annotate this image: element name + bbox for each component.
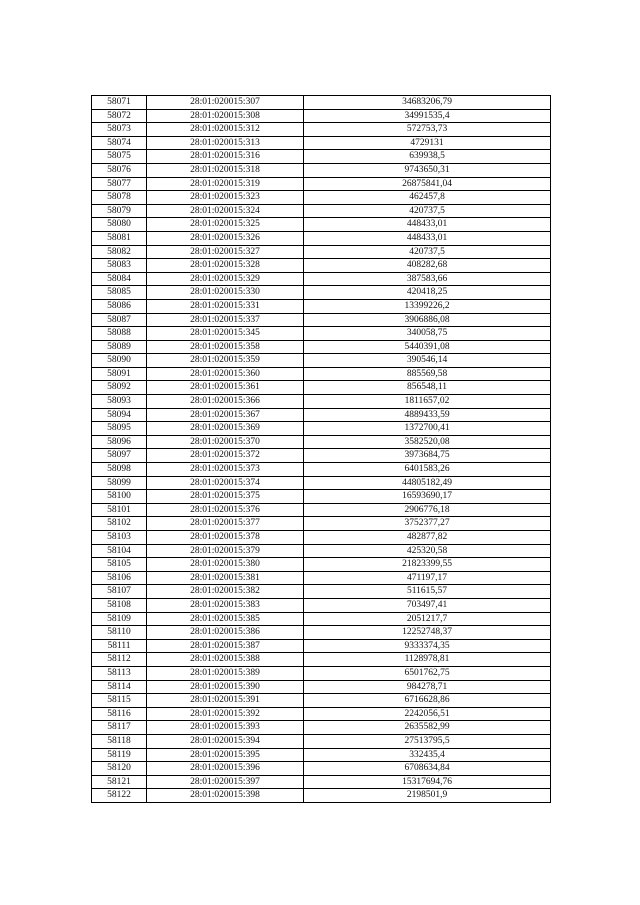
cadastral-number-cell: 28:01:020015:308 <box>147 109 304 123</box>
cadastral-number-cell: 28:01:020015:372 <box>147 449 304 463</box>
cadastral-value-cell: 9333374,35 <box>304 639 551 653</box>
cadastral-value-cell: 12252748,37 <box>304 626 551 640</box>
cadastral-number-cell: 28:01:020015:345 <box>147 327 304 341</box>
row-number-cell: 58079 <box>92 204 147 218</box>
cadastral-value-cell: 332435,4 <box>304 748 551 762</box>
cadastral-value-cell: 3752377,27 <box>304 517 551 531</box>
cadastral-value-cell: 4889433,59 <box>304 408 551 422</box>
cadastral-value-cell: 856548,11 <box>304 381 551 395</box>
table-row <box>92 422 551 436</box>
cadastral-number-cell: 28:01:020015:316 <box>147 150 304 164</box>
row-number-cell: 58089 <box>92 340 147 354</box>
row-number-cell: 58115 <box>92 694 147 708</box>
table-row <box>92 734 551 748</box>
row-number-cell: 58096 <box>92 435 147 449</box>
cadastral-number-cell: 28:01:020015:383 <box>147 598 304 612</box>
cadastral-number-cell: 28:01:020015:337 <box>147 313 304 327</box>
cadastral-value-cell: 984278,71 <box>304 680 551 694</box>
row-number-cell: 58073 <box>92 123 147 137</box>
cadastral-number-cell: 28:01:020015:360 <box>147 367 304 381</box>
table-row <box>92 585 551 599</box>
table-row <box>92 109 551 123</box>
table-row <box>92 666 551 680</box>
cadastral-value-cell: 44805182,49 <box>304 476 551 490</box>
row-number-cell: 58080 <box>92 218 147 232</box>
cadastral-value-cell: 340058,75 <box>304 327 551 341</box>
table-row <box>92 367 551 381</box>
cadastral-number-cell: 28:01:020015:398 <box>147 789 304 803</box>
cadastral-value-cell: 448433,01 <box>304 218 551 232</box>
table-row <box>92 531 551 545</box>
table-row <box>92 204 551 218</box>
row-number-cell: 58085 <box>92 286 147 300</box>
cadastral-number-cell: 28:01:020015:319 <box>147 177 304 191</box>
cadastral-value-cell: 408282,68 <box>304 259 551 273</box>
table-row <box>92 408 551 422</box>
table-row <box>92 218 551 232</box>
cadastral-number-cell: 28:01:020015:389 <box>147 666 304 680</box>
row-number-cell: 58088 <box>92 327 147 341</box>
cadastral-value-cell: 6501762,75 <box>304 666 551 680</box>
cadastral-number-cell: 28:01:020015:373 <box>147 463 304 477</box>
table-row <box>92 571 551 585</box>
cadastral-value-cell: 21823399,55 <box>304 558 551 572</box>
cadastral-number-cell: 28:01:020015:369 <box>147 422 304 436</box>
row-number-cell: 58095 <box>92 422 147 436</box>
table-row <box>92 762 551 776</box>
cadastral-number-cell: 28:01:020015:378 <box>147 531 304 545</box>
table-row <box>92 299 551 313</box>
cadastral-value-cell: 448433,01 <box>304 231 551 245</box>
row-number-cell: 58104 <box>92 544 147 558</box>
cadastral-number-cell: 28:01:020015:313 <box>147 136 304 150</box>
cadastral-value-cell: 420418,25 <box>304 286 551 300</box>
cadastral-number-cell: 28:01:020015:358 <box>147 340 304 354</box>
cadastral-value-cell: 2906776,18 <box>304 503 551 517</box>
row-number-cell: 58092 <box>92 381 147 395</box>
cadastral-number-cell: 28:01:020015:388 <box>147 653 304 667</box>
table-row <box>92 789 551 803</box>
cadastral-number-cell: 28:01:020015:328 <box>147 259 304 273</box>
cadastral-number-cell: 28:01:020015:376 <box>147 503 304 517</box>
row-number-cell: 58108 <box>92 598 147 612</box>
row-number-cell: 58101 <box>92 503 147 517</box>
table-row <box>92 598 551 612</box>
cadastral-value-cell: 2198501,9 <box>304 789 551 803</box>
table-row <box>92 490 551 504</box>
cadastral-value-cell: 34683206,79 <box>304 96 551 110</box>
row-number-cell: 58111 <box>92 639 147 653</box>
cadastral-number-cell: 28:01:020015:391 <box>147 694 304 708</box>
row-number-cell: 58097 <box>92 449 147 463</box>
cadastral-number-cell: 28:01:020015:379 <box>147 544 304 558</box>
row-number-cell: 58098 <box>92 463 147 477</box>
cadastral-value-cell: 511615,57 <box>304 585 551 599</box>
table-row <box>92 626 551 640</box>
cadastral-number-cell: 28:01:020015:385 <box>147 612 304 626</box>
table-row <box>92 272 551 286</box>
cadastral-value-cell: 15317694,76 <box>304 775 551 789</box>
row-number-cell: 58109 <box>92 612 147 626</box>
row-number-cell: 58105 <box>92 558 147 572</box>
row-number-cell: 58086 <box>92 299 147 313</box>
table-row <box>92 395 551 409</box>
row-number-cell: 58071 <box>92 96 147 110</box>
row-number-cell: 58081 <box>92 231 147 245</box>
row-number-cell: 58102 <box>92 517 147 531</box>
cadastral-value-cell: 26875841,04 <box>304 177 551 191</box>
table-row <box>92 163 551 177</box>
table-row <box>92 653 551 667</box>
cadastral-number-cell: 28:01:020015:390 <box>147 680 304 694</box>
cadastral-number-cell: 28:01:020015:374 <box>147 476 304 490</box>
table-row <box>92 680 551 694</box>
row-number-cell: 58117 <box>92 721 147 735</box>
cadastral-number-cell: 28:01:020015:395 <box>147 748 304 762</box>
cadastral-number-cell: 28:01:020015:325 <box>147 218 304 232</box>
cadastral-value-cell: 462457,8 <box>304 191 551 205</box>
row-number-cell: 58100 <box>92 490 147 504</box>
cadastral-value-cell: 387583,66 <box>304 272 551 286</box>
cadastral-number-cell: 28:01:020015:397 <box>147 775 304 789</box>
cadastral-number-cell: 28:01:020015:331 <box>147 299 304 313</box>
row-number-cell: 58120 <box>92 762 147 776</box>
row-number-cell: 58076 <box>92 163 147 177</box>
cadastral-number-cell: 28:01:020015:396 <box>147 762 304 776</box>
cadastral-value-cell: 13399226,2 <box>304 299 551 313</box>
table-row <box>92 245 551 259</box>
cadastral-value-cell: 3973684,75 <box>304 449 551 463</box>
cadastral-value-cell: 482877,82 <box>304 531 551 545</box>
row-number-cell: 58077 <box>92 177 147 191</box>
table-row <box>92 177 551 191</box>
table-row <box>92 340 551 354</box>
cadastral-value-cell: 2051217,7 <box>304 612 551 626</box>
table-row <box>92 775 551 789</box>
cadastral-number-cell: 28:01:020015:381 <box>147 571 304 585</box>
cadastral-number-cell: 28:01:020015:370 <box>147 435 304 449</box>
cadastral-number-cell: 28:01:020015:330 <box>147 286 304 300</box>
cadastral-number-cell: 28:01:020015:366 <box>147 395 304 409</box>
cadastral-number-cell: 28:01:020015:380 <box>147 558 304 572</box>
table-row <box>92 191 551 205</box>
cadastral-value-cell: 420737,5 <box>304 204 551 218</box>
cadastral-value-cell: 6708634,84 <box>304 762 551 776</box>
cadastral-value-cell: 6716628,86 <box>304 694 551 708</box>
table-row <box>92 476 551 490</box>
table-row <box>92 449 551 463</box>
table-row <box>92 612 551 626</box>
table-row <box>92 150 551 164</box>
cadastral-value-cell: 2635582,99 <box>304 721 551 735</box>
cadastral-number-cell: 28:01:020015:324 <box>147 204 304 218</box>
table-row <box>92 259 551 273</box>
row-number-cell: 58075 <box>92 150 147 164</box>
cadastral-value-cell: 9743650,31 <box>304 163 551 177</box>
cadastral-number-cell: 28:01:020015:361 <box>147 381 304 395</box>
row-number-cell: 58084 <box>92 272 147 286</box>
table-row <box>92 327 551 341</box>
cadastral-number-cell: 28:01:020015:312 <box>147 123 304 137</box>
cadastral-value-cell: 572753,73 <box>304 123 551 137</box>
table-row <box>92 558 551 572</box>
row-number-cell: 58119 <box>92 748 147 762</box>
table-row <box>92 136 551 150</box>
row-number-cell: 58103 <box>92 531 147 545</box>
row-number-cell: 58107 <box>92 585 147 599</box>
table-body <box>92 96 551 803</box>
cadastral-number-cell: 28:01:020015:393 <box>147 721 304 735</box>
cadastral-number-cell: 28:01:020015:387 <box>147 639 304 653</box>
row-number-cell: 58116 <box>92 707 147 721</box>
cadastral-number-cell: 28:01:020015:392 <box>147 707 304 721</box>
cadastral-value-table <box>91 95 551 803</box>
table-row <box>92 721 551 735</box>
cadastral-value-cell: 639938,5 <box>304 150 551 164</box>
table-row <box>92 707 551 721</box>
table-row <box>92 639 551 653</box>
row-number-cell: 58114 <box>92 680 147 694</box>
table-row <box>92 381 551 395</box>
row-number-cell: 58094 <box>92 408 147 422</box>
row-number-cell: 58090 <box>92 354 147 368</box>
cadastral-value-cell: 6401583,26 <box>304 463 551 477</box>
row-number-cell: 58122 <box>92 789 147 803</box>
table-row <box>92 231 551 245</box>
row-number-cell: 58118 <box>92 734 147 748</box>
table-row <box>92 435 551 449</box>
cadastral-value-cell: 4729131 <box>304 136 551 150</box>
row-number-cell: 58082 <box>92 245 147 259</box>
cadastral-number-cell: 28:01:020015:318 <box>147 163 304 177</box>
cadastral-value-cell: 420737,5 <box>304 245 551 259</box>
table-row <box>92 748 551 762</box>
row-number-cell: 58106 <box>92 571 147 585</box>
row-number-cell: 58087 <box>92 313 147 327</box>
row-number-cell: 58113 <box>92 666 147 680</box>
cadastral-number-cell: 28:01:020015:377 <box>147 517 304 531</box>
cadastral-value-cell: 5440391,08 <box>304 340 551 354</box>
row-number-cell: 58112 <box>92 653 147 667</box>
cadastral-value-cell: 27513795,5 <box>304 734 551 748</box>
cadastral-value-cell: 1128978,81 <box>304 653 551 667</box>
row-number-cell: 58121 <box>92 775 147 789</box>
row-number-cell: 58091 <box>92 367 147 381</box>
table-row <box>92 354 551 368</box>
cadastral-number-cell: 28:01:020015:326 <box>147 231 304 245</box>
table-row <box>92 286 551 300</box>
table-row <box>92 123 551 137</box>
cadastral-value-cell: 425320,58 <box>304 544 551 558</box>
table-row <box>92 96 551 110</box>
table-row <box>92 694 551 708</box>
cadastral-value-cell: 703497,41 <box>304 598 551 612</box>
cadastral-value-cell: 1811657,02 <box>304 395 551 409</box>
table-row <box>92 544 551 558</box>
row-number-cell: 58083 <box>92 259 147 273</box>
cadastral-value-cell: 3582520,08 <box>304 435 551 449</box>
row-number-cell: 58093 <box>92 395 147 409</box>
cadastral-value-cell: 16593690,17 <box>304 490 551 504</box>
cadastral-value-cell: 1372700,41 <box>304 422 551 436</box>
row-number-cell: 58110 <box>92 626 147 640</box>
cadastral-value-cell: 885569,58 <box>304 367 551 381</box>
cadastral-number-cell: 28:01:020015:359 <box>147 354 304 368</box>
table-row <box>92 517 551 531</box>
cadastral-number-cell: 28:01:020015:375 <box>147 490 304 504</box>
cadastral-value-cell: 390546,14 <box>304 354 551 368</box>
row-number-cell: 58099 <box>92 476 147 490</box>
cadastral-number-cell: 28:01:020015:323 <box>147 191 304 205</box>
table-row <box>92 503 551 517</box>
cadastral-number-cell: 28:01:020015:307 <box>147 96 304 110</box>
row-number-cell: 58078 <box>92 191 147 205</box>
cadastral-number-cell: 28:01:020015:386 <box>147 626 304 640</box>
cadastral-value-cell: 3906886,08 <box>304 313 551 327</box>
row-number-cell: 58074 <box>92 136 147 150</box>
cadastral-value-cell: 2242056,51 <box>304 707 551 721</box>
cadastral-number-cell: 28:01:020015:329 <box>147 272 304 286</box>
row-number-cell: 58072 <box>92 109 147 123</box>
cadastral-value-cell: 34991535,4 <box>304 109 551 123</box>
cadastral-number-cell: 28:01:020015:394 <box>147 734 304 748</box>
cadastral-number-cell: 28:01:020015:327 <box>147 245 304 259</box>
cadastral-number-cell: 28:01:020015:367 <box>147 408 304 422</box>
cadastral-number-cell: 28:01:020015:382 <box>147 585 304 599</box>
cadastral-value-cell: 471197,17 <box>304 571 551 585</box>
table-row <box>92 463 551 477</box>
table-row <box>92 313 551 327</box>
